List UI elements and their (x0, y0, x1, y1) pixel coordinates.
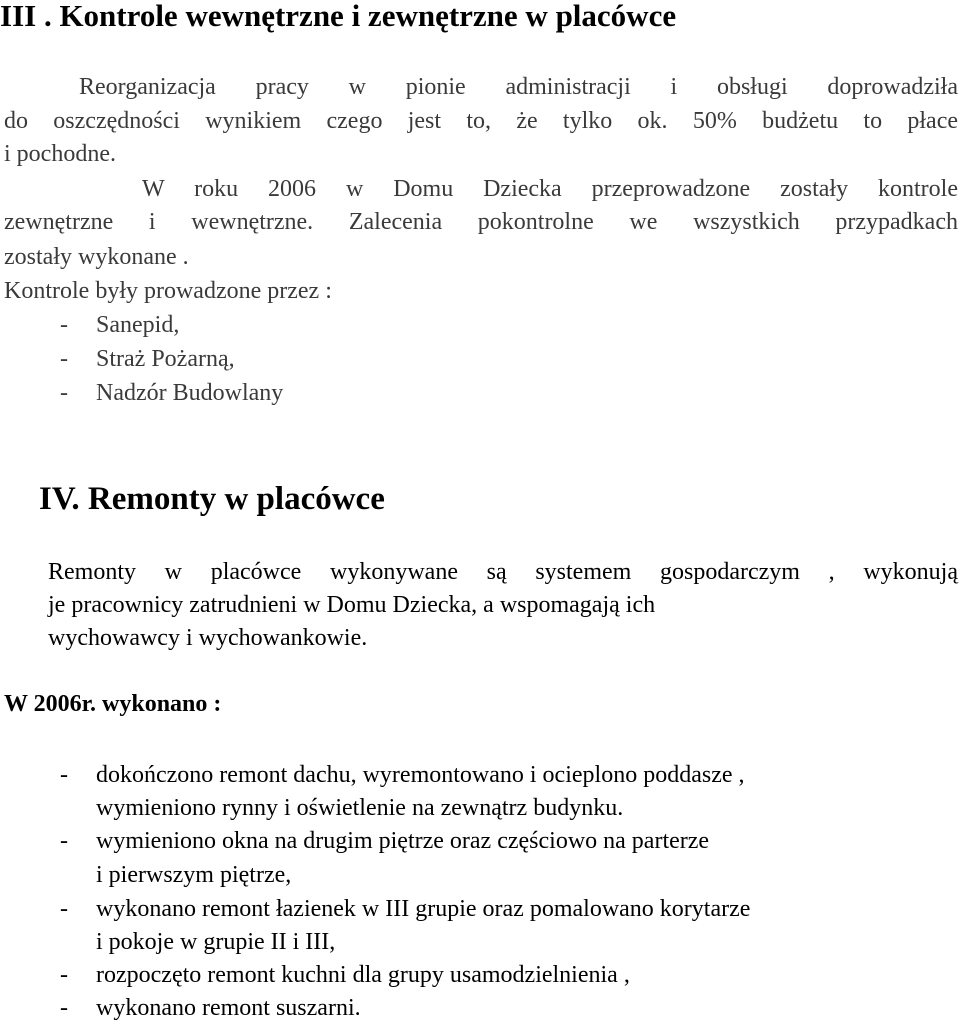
section-iii-paragraph-1-line-2: do oszczędności wynikiem czego jest to, że tylko ok. 50% budżetu to płace (4, 108, 958, 134)
list-bullet: - (60, 762, 68, 788)
works-item-1-line-2: wymieniono rynny i oświetlenie na zewnątrz budynku. (96, 795, 624, 821)
works-subheading: W 2006r. wykonano : (4, 691, 222, 717)
works-item-5: wykonano remont suszarni. (96, 995, 361, 1021)
controls-intro: Kontrole były prowadzone przez : (4, 278, 332, 304)
list-bullet: - (60, 896, 68, 922)
section-iv-paragraph-line-3: wychowawcy i wychowankowie. (48, 625, 368, 651)
works-item-3-line-1: wykonano remont łazienek w III grupie oraz pomalowano korytarze (96, 896, 751, 922)
section-iii-paragraph-2-line-1: W roku 2006 w Domu Dziecka przeprowadzone zostały kontrole (142, 176, 958, 202)
works-item-1-line-1: dokończono remont dachu, wyremontowano i ocieplono poddasze , (96, 762, 745, 788)
section-iv-heading: IV. Remonty w placówce (39, 481, 385, 517)
list-bullet: - (60, 962, 68, 988)
section-iii-heading: III . Kontrole wewnętrzne i zewnętrzne w placówce (0, 0, 677, 33)
section-iii-paragraph-1-line-3: i pochodne. (4, 141, 116, 167)
section-iv-paragraph-line-2: je pracownicy zatrudnieni w Domu Dziecka, a wspomagają ich (48, 592, 656, 618)
list-item-sanepid: Sanepid, (96, 312, 180, 338)
works-item-2-line-2: i pierwszym piętrze, (96, 862, 292, 888)
list-bullet: - (60, 995, 68, 1021)
works-item-3-line-2: i pokoje w grupie II i III, (96, 929, 336, 955)
section-iii-paragraph-1-line-1: Reorganizacja pracy w pionie administracji i obsługi doprowadziła (79, 74, 958, 100)
section-iv-paragraph-line-1: Remonty w placówce wykonywane są systemem gospodarczym , wykonują (48, 559, 958, 585)
list-bullet: - (60, 828, 68, 854)
list-bullet: - (60, 312, 68, 338)
list-bullet: - (60, 346, 68, 372)
list-item-straz: Straż Pożarną, (96, 346, 235, 372)
works-item-4: rozpoczęto remont kuchni dla grupy usamodzielnienia , (96, 962, 630, 988)
section-iii-paragraph-2-line-3: zostały wykonane . (4, 244, 189, 270)
works-item-2-line-1: wymieniono okna na drugim piętrze oraz częściowo na parterze (96, 828, 710, 854)
section-iii-paragraph-2-line-2: zewnętrzne i wewnętrzne. Zalecenia pokontrolne we wszystkich przypadkach (4, 209, 958, 235)
list-item-nadzor: Nadzór Budowlany (96, 380, 284, 406)
list-bullet: - (60, 380, 68, 406)
